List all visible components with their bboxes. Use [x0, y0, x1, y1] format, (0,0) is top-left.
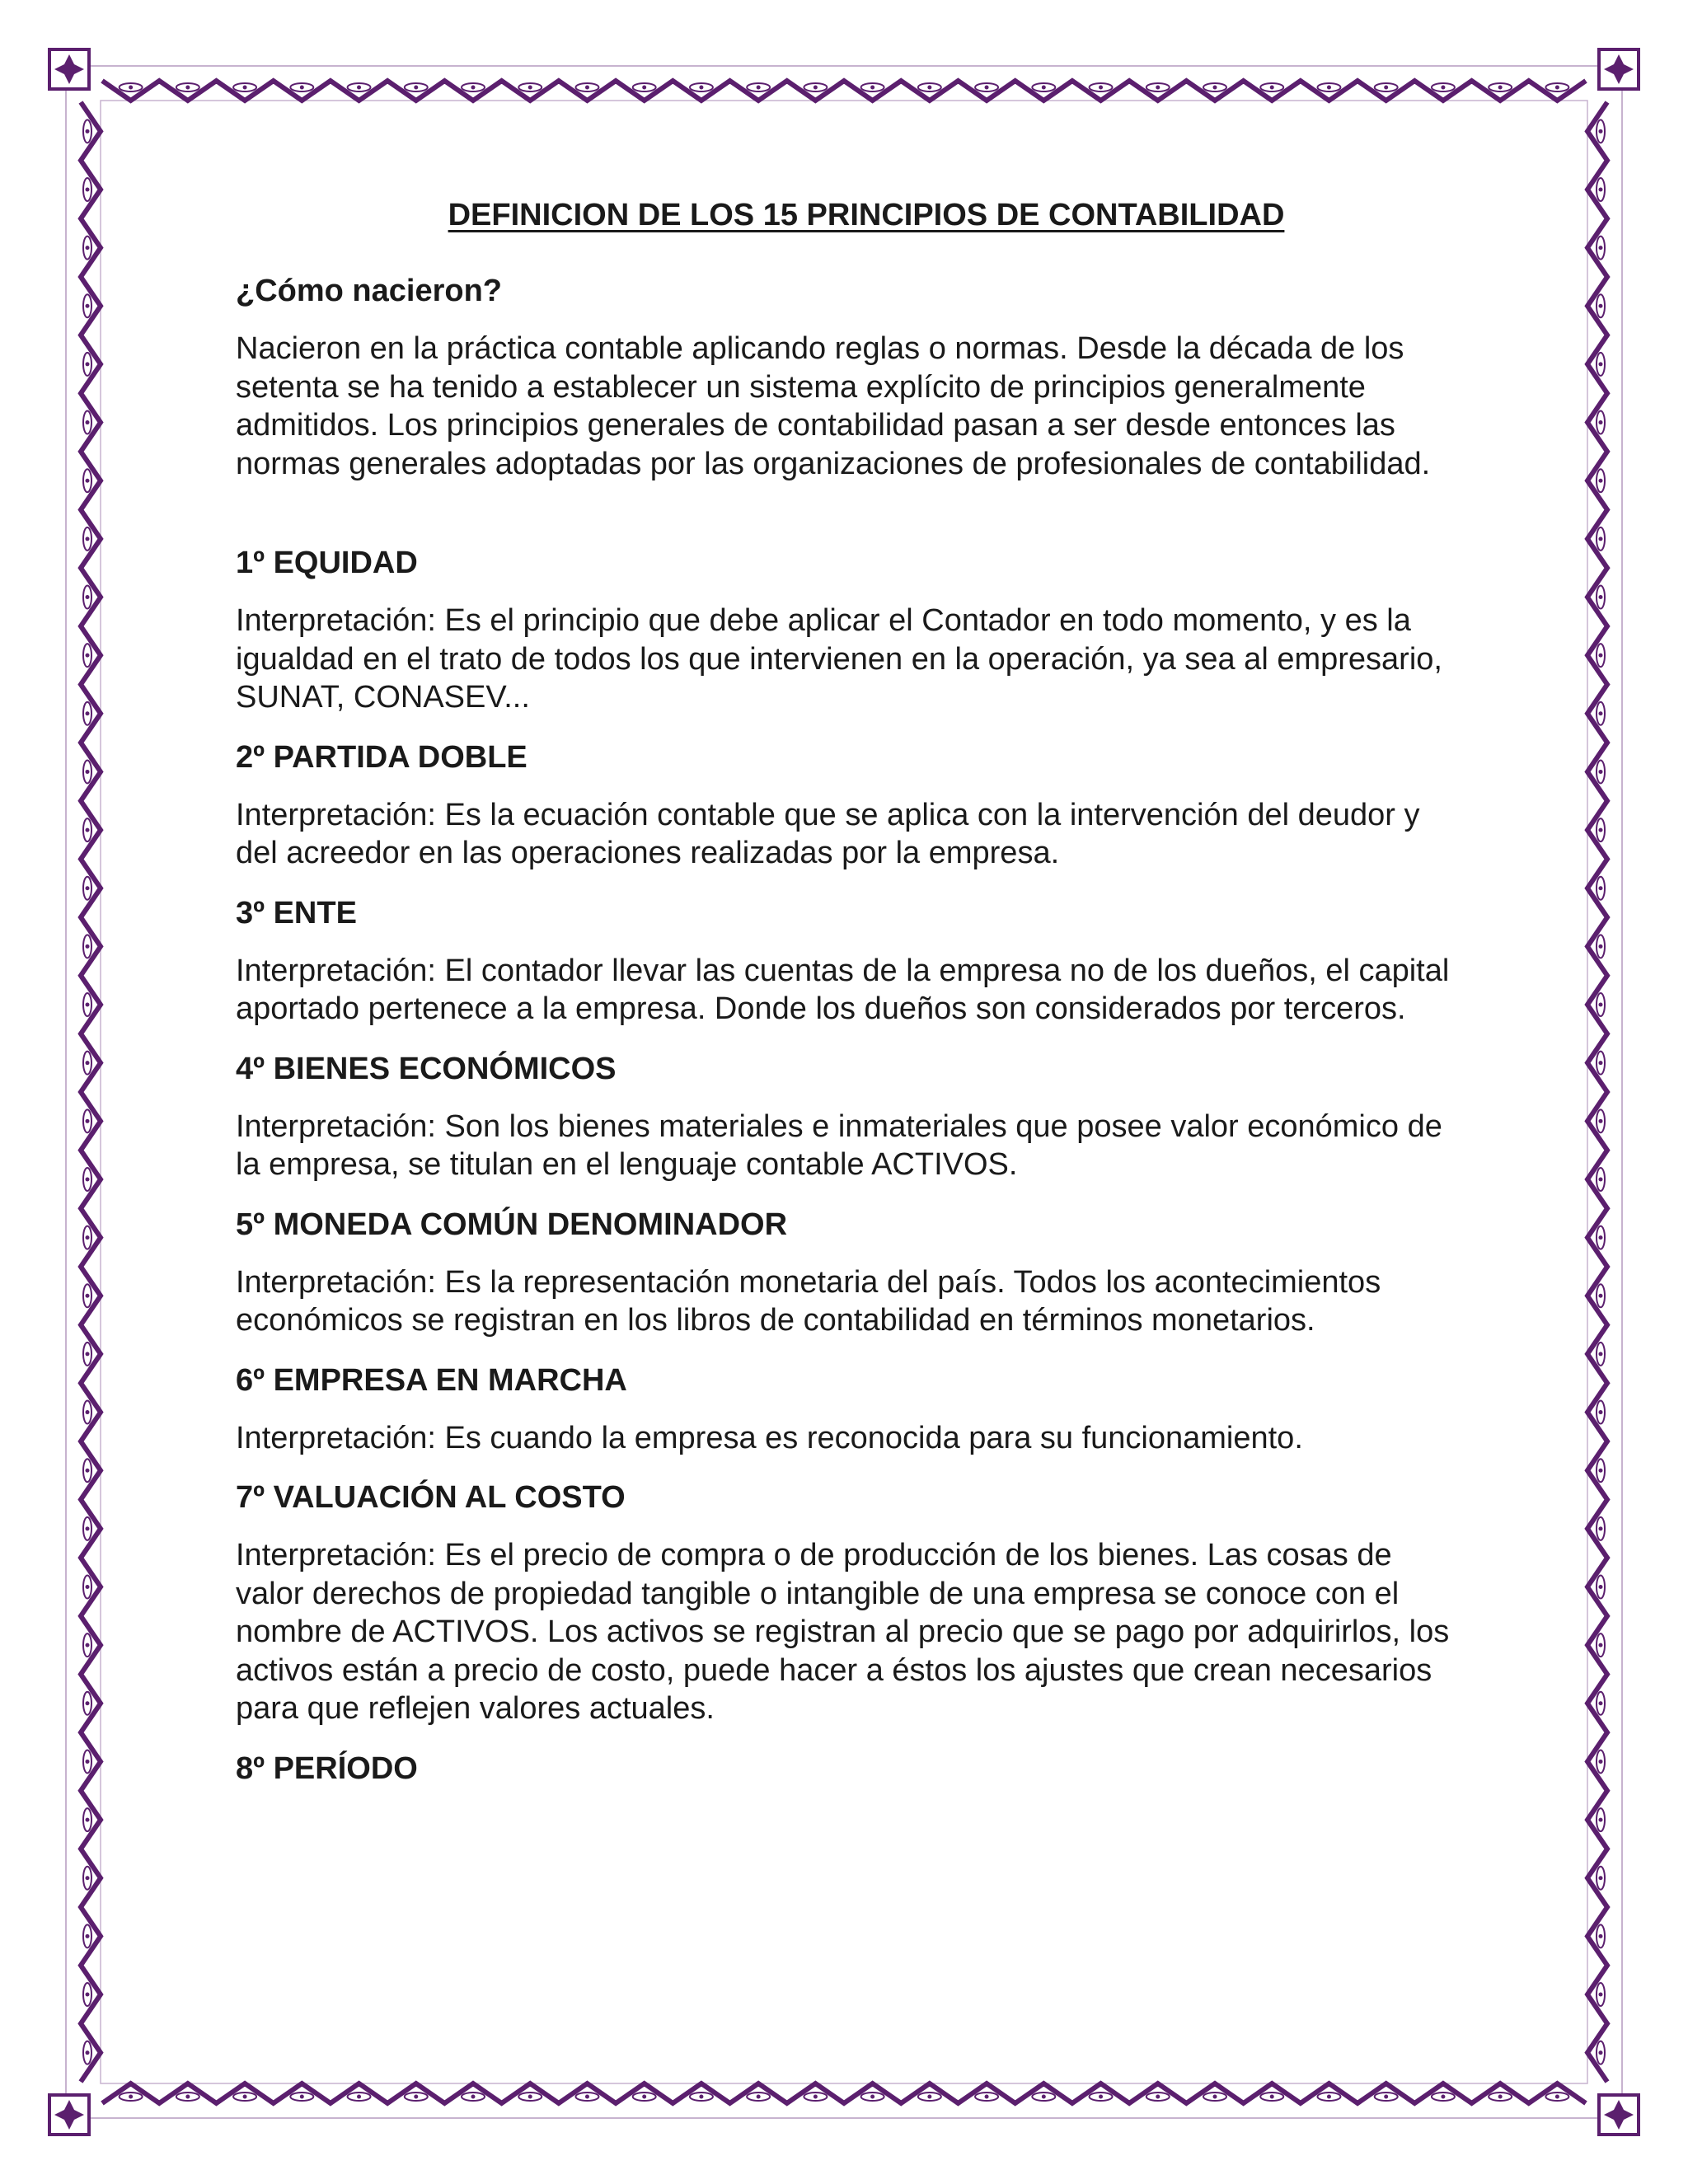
border-ornament-dot	[985, 86, 989, 90]
border-ornament-dot	[1599, 711, 1603, 715]
border-ornament-dot	[1599, 1352, 1603, 1356]
principle-heading: 8º PERÍODO	[236, 1750, 418, 1786]
border-ornament-dot	[1599, 1934, 1603, 1938]
principle-interpretation: Interpretación: El contador llevar las cuentas de la empresa no de los dueños, el capital aportado pertenece a la empresa. Donde los dueños son considerados por terceros.	[236, 953, 1450, 1026]
document-title: DEFINICION DE LOS 15 PRINCIPIOS DE CONTABILIDAD	[448, 198, 1285, 232]
border-ornament-dot	[86, 595, 90, 599]
border-ornament-dot	[1599, 1235, 1603, 1240]
principle-heading: 5º MONEDA COMÚN DENOMINADOR	[236, 1207, 788, 1242]
border-ornament-dot	[1599, 1526, 1603, 1530]
border-ornament-dot	[1599, 1294, 1603, 1298]
border-ornament-dot	[814, 2095, 818, 2099]
border-ornament-dot	[243, 86, 247, 90]
border-ornament-dot	[985, 2095, 989, 2099]
border-top-zigzag	[102, 81, 1586, 101]
border-ornament-dot	[86, 129, 90, 134]
border-ornament-dot	[357, 86, 361, 90]
border-ornament-dot	[1599, 304, 1603, 308]
principle-heading: 6º EMPRESA EN MARCHA	[236, 1362, 627, 1398]
border-ornament-dot	[1555, 2095, 1559, 2099]
border-ornament-dot	[1042, 2095, 1046, 2099]
border-ornament-dot	[86, 1876, 90, 1880]
border-ornament-dot	[1599, 1119, 1603, 1123]
border-ornament-dot	[86, 1760, 90, 1764]
principle-section-ente	[236, 893, 1464, 1029]
border-ornament-dot	[86, 1294, 90, 1298]
border-ornament-dot	[585, 2095, 589, 2099]
border-ornament-dot	[1327, 86, 1331, 90]
border-ornament-dot	[86, 654, 90, 658]
intro-paragraph: Nacieron en la práctica contable aplicando reglas o normas. Desde la década de los setenta se ha tenido a establecer un sistema explícito de principios generalmente admitidos. Los principios generales de contabilidad pasan a ser desde entonces las normas generales adoptadas por las organizaciones de profesionales de contabilidad.	[236, 331, 1431, 481]
border-ornament-dot	[129, 2095, 133, 2099]
border-ornament-dot	[814, 86, 818, 90]
border-ornament-dot	[185, 2095, 190, 2099]
border-ornament-dot	[1599, 1003, 1603, 1007]
border-ornament-dot	[86, 537, 90, 541]
border-ornament-dot	[86, 1469, 90, 1473]
border-ornament-dot	[1599, 2050, 1603, 2055]
principle-interpretation: Interpretación: Es cuando la empresa es reconocida para su funcionamiento.	[236, 1420, 1303, 1455]
border-ornament-dot	[1156, 2095, 1160, 2099]
border-ornament-dot	[1599, 1701, 1603, 1705]
border-ornament-dot	[528, 2095, 532, 2099]
border-ornament-dot	[86, 1003, 90, 1007]
border-ornament-dot	[1498, 2095, 1503, 2099]
border-ornament-dot	[86, 1235, 90, 1240]
border-ornament-dot	[757, 2095, 761, 2099]
border-ornament-dot	[642, 86, 646, 90]
principle-section-periodo	[236, 1748, 1464, 1789]
border-ornament-dot	[927, 2095, 931, 2099]
border-ornament-dot	[86, 1526, 90, 1530]
principle-section-equidad	[236, 542, 1464, 717]
border-ornament-dot	[185, 86, 190, 90]
border-ornament-dot	[1042, 86, 1046, 90]
principle-interpretation: Interpretación: Es el principio que debe aplicar el Contador en todo momento, y es la igualdad en el trato de todos los que intervienen en la operación, ya sea al empresario, SUNAT, CONASEV...	[236, 603, 1442, 715]
border-ornament-dot	[699, 86, 703, 90]
border-ornament-dot	[1213, 86, 1217, 90]
border-ornament-dot	[414, 2095, 418, 2099]
border-ornament-dot	[129, 86, 133, 90]
border-ornament-dot	[1599, 362, 1603, 366]
border-ornament-dot	[86, 1061, 90, 1065]
border-ornament-dot	[86, 828, 90, 832]
border-ornament-dot	[1599, 1643, 1603, 1647]
border-ornament-dot	[86, 420, 90, 424]
border-ornament-dot	[1599, 654, 1603, 658]
border-ornament-dot	[86, 1585, 90, 1589]
border-ornament-dot	[1599, 246, 1603, 250]
border-ornament-dot	[86, 886, 90, 890]
border-ornament-dot	[86, 362, 90, 366]
border-ornament-dot	[1599, 770, 1603, 774]
border-ornament-dot	[642, 2095, 646, 2099]
border-ornament-dot	[1599, 886, 1603, 890]
border-ornament-dot	[1599, 595, 1603, 599]
border-ornament-dot	[1384, 2095, 1388, 2099]
border-ornament-dot	[1599, 1876, 1603, 1880]
border-ornament-dot	[1599, 1061, 1603, 1065]
border-ornament-dot	[86, 246, 90, 250]
border-ornament-dot	[243, 2095, 247, 2099]
border-right-zigzag	[1587, 102, 1607, 2082]
border-ornament-dot	[414, 86, 418, 90]
principle-heading: 1º EQUIDAD	[236, 546, 418, 580]
border-ornament-dot	[1384, 86, 1388, 90]
border-ornament-dot	[86, 1119, 90, 1123]
principle-interpretation: Interpretación: Es el precio de compra o de producción de los bienes. Las cosas de valor derechos de propiedad tangible o intangible de una empresa se conoce con el nombre de ACTIVOS. Los activos se registran al precio que se pago por adquirirlos, los activos están a precio de costo, puede hacer a éstos los ajustes que crean necesarios para que reflejen valores actuales.	[236, 1538, 1450, 1726]
border-ornament-dot	[1599, 420, 1603, 424]
border-ornament-dot	[357, 2095, 361, 2099]
border-ornament-dot	[86, 770, 90, 774]
border-ornament-dot	[86, 944, 90, 949]
border-ornament-dot	[1599, 1818, 1603, 1822]
border-ornament-dot	[1599, 1410, 1603, 1414]
border-ornament-dot	[1270, 2095, 1274, 2099]
border-ornament-dot	[1555, 86, 1559, 90]
border-ornament-dot	[86, 304, 90, 308]
border-ornament-dot	[300, 86, 304, 90]
intro-heading: ¿Cómo nacieron?	[236, 274, 503, 308]
border-ornament-dot	[1599, 537, 1603, 541]
border-ornament-dot	[757, 86, 761, 90]
border-ornament-dot	[1599, 1993, 1603, 1997]
border-ornament-dot	[1599, 1177, 1603, 1181]
border-ornament-dot	[1156, 86, 1160, 90]
border-left-zigzag	[81, 102, 101, 2082]
principle-interpretation: Interpretación: Son los bienes materiales e inmateriales que posee valor económico de la empresa, se titulan en el lenguaje contable ACTIVOS.	[236, 1108, 1442, 1182]
document-body	[236, 191, 1464, 1789]
border-ornament-dot	[1599, 1760, 1603, 1764]
border-ornament-dot	[1599, 129, 1603, 134]
border-ornament-dot	[300, 2095, 304, 2099]
border-bottom-zigzag	[102, 2083, 1586, 2103]
border-ornament-dot	[1599, 944, 1603, 949]
border-ornament-dot	[585, 86, 589, 90]
border-ornament-dot	[86, 1410, 90, 1414]
border-ornament-dot	[86, 1643, 90, 1647]
border-ornament-dot	[1599, 479, 1603, 483]
principle-interpretation: Interpretación: Es la ecuación contable que se aplica con la intervención del deudor y del acreedor en las operaciones realizadas por la empresa.	[236, 797, 1420, 870]
border-ornament-dot	[1099, 86, 1103, 90]
border-ornament-dot	[1441, 2095, 1445, 2099]
border-ornament-dot	[86, 1818, 90, 1822]
principle-section-partida-doble	[236, 737, 1464, 873]
border-ornament-dot	[870, 2095, 874, 2099]
principle-section-valuacion-al-costo	[236, 1477, 1464, 1728]
border-ornament-dot	[471, 2095, 476, 2099]
border-ornament-dot	[528, 86, 532, 90]
border-ornament-dot	[86, 1701, 90, 1705]
border-ornament-dot	[86, 479, 90, 483]
principle-heading: 7º VALUACIÓN AL COSTO	[236, 1480, 626, 1515]
border-ornament-dot	[1599, 1585, 1603, 1589]
border-ornament-dot	[1498, 86, 1503, 90]
border-ornament-dot	[1213, 2095, 1217, 2099]
border-ornament-dot	[927, 86, 931, 90]
principle-heading: 3º ENTE	[236, 895, 357, 930]
principle-heading: 2º PARTIDA DOBLE	[236, 739, 528, 775]
border-ornament-dot	[86, 2050, 90, 2055]
principle-section-empresa-en-marcha	[236, 1360, 1464, 1458]
border-ornament-dot	[471, 86, 476, 90]
border-ornament-dot	[1099, 2095, 1103, 2099]
border-ornament-dot	[86, 1934, 90, 1938]
border-ornament-dot	[870, 86, 874, 90]
border-ornament-dot	[86, 1352, 90, 1356]
border-ornament-dot	[1599, 828, 1603, 832]
border-ornament-dot	[1327, 2095, 1331, 2099]
principle-section-bienes-economicos	[236, 1048, 1464, 1184]
border-ornament-dot	[86, 711, 90, 715]
border-ornament-dot	[86, 187, 90, 191]
border-ornament-dot	[1599, 187, 1603, 191]
border-ornament-dot	[699, 2095, 703, 2099]
border-ornament-dot	[1270, 86, 1274, 90]
border-ornament-dot	[1441, 86, 1445, 90]
border-ornament-dot	[86, 1177, 90, 1181]
principle-section-moneda-comun	[236, 1204, 1464, 1340]
border-ornament-dot	[1599, 1469, 1603, 1473]
principle-interpretation: Interpretación: Es la representación monetaria del país. Todos los acontecimientos económicos se registran en los libros de contabilidad en términos monetarios.	[236, 1264, 1381, 1338]
principle-heading: 4º BIENES ECONÓMICOS	[236, 1051, 617, 1086]
border-ornament-dot	[86, 1993, 90, 1997]
